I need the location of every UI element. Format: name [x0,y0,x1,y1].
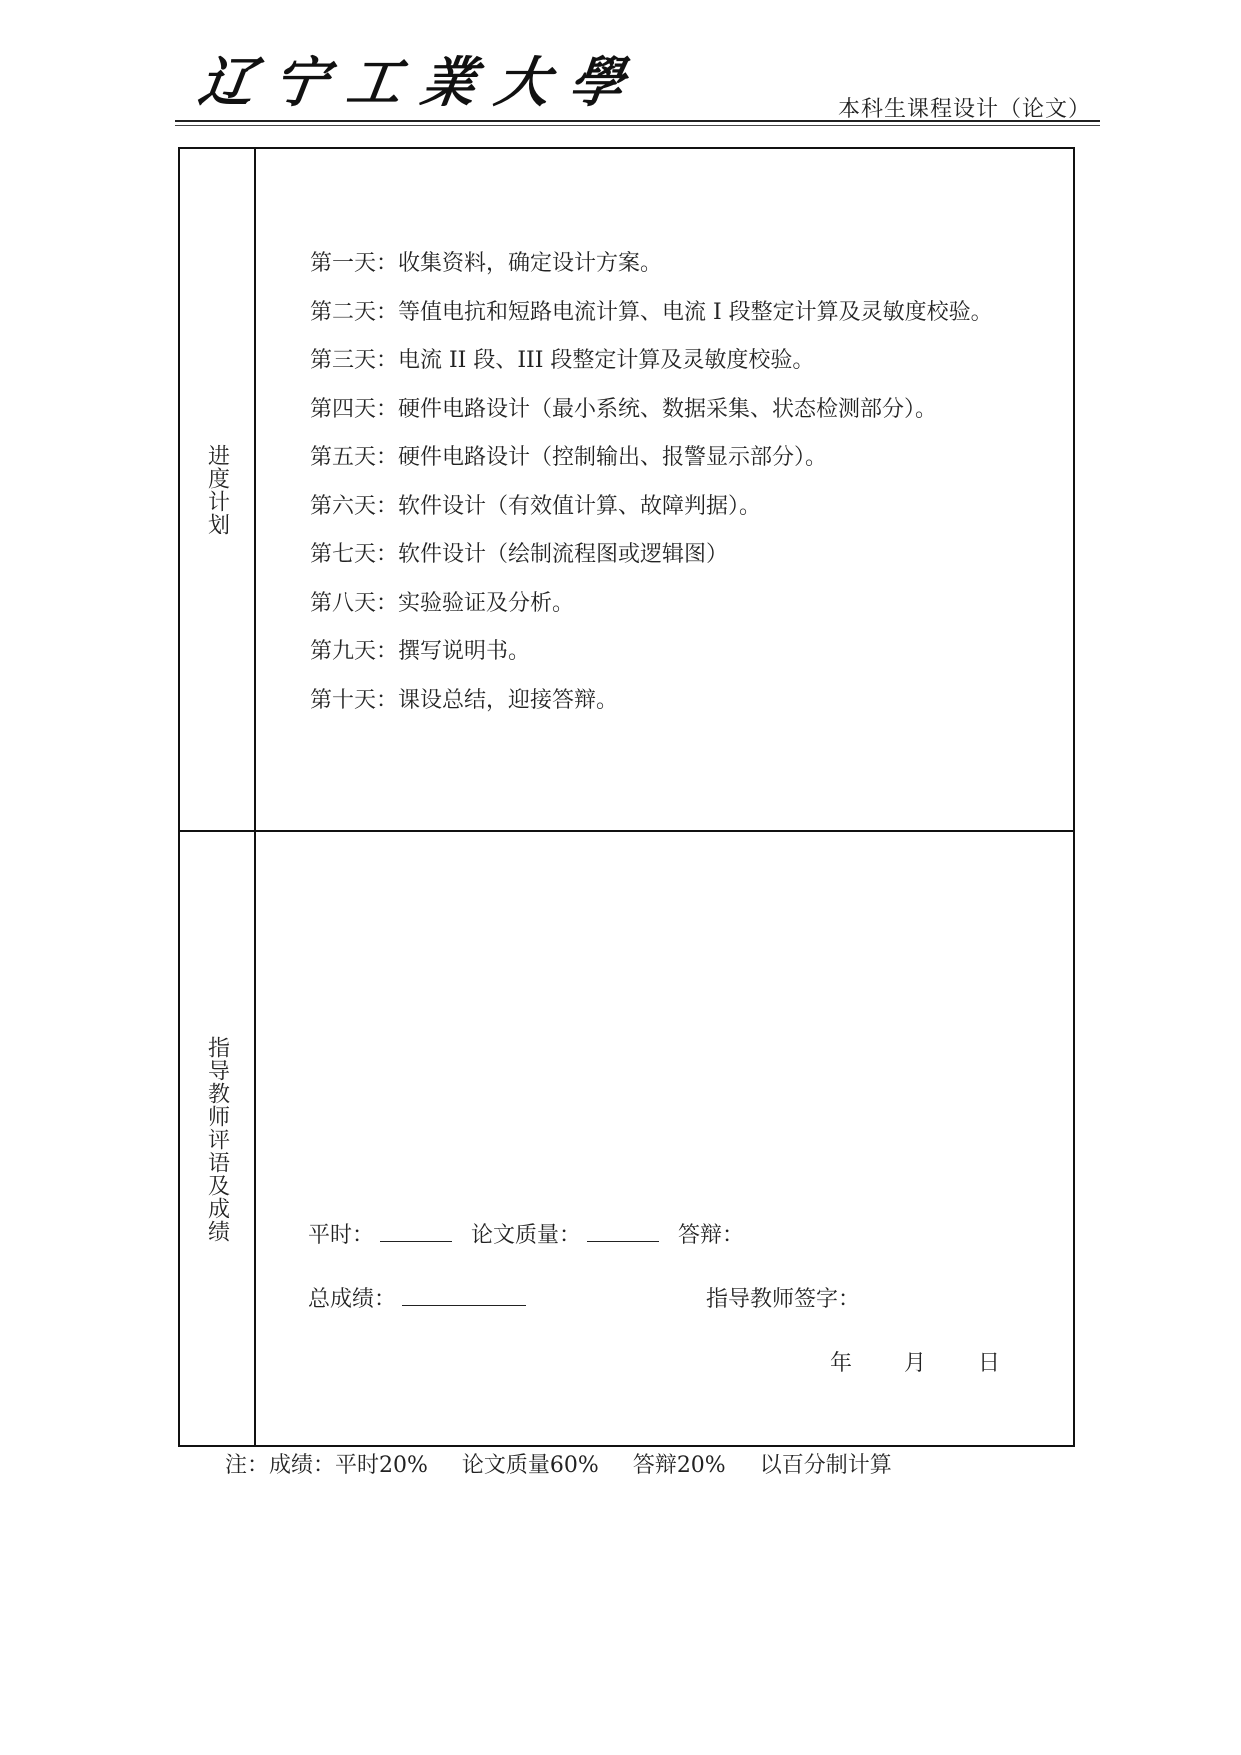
regular-score-field[interactable] [380,1221,452,1242]
score-line-components [308,1218,744,1249]
document-type-header: 本科生课程设计（论文） [837,97,1091,122]
note-scale: 以百分制计算 [759,1453,892,1478]
schedule-section-label [180,149,254,830]
total-score-label: 总成绩： [308,1287,397,1312]
schedule-list [310,240,993,725]
schedule-item: 第五天：硬件电路设计（控制输出、报警显示部分）。 [310,445,828,470]
row-divider [180,830,1073,832]
schedule-item: 第六天：软件设计（有效值计算、故障判据）。 [310,493,762,519]
schedule-section-label-text: 进度计划 [204,443,230,536]
date-day-label: 日 [978,1351,1001,1376]
header-rule [175,120,1100,122]
university-logo: 辽宁工業大學 [195,50,649,114]
teacher-signature-label: 指导教师签字： [706,1287,861,1312]
date-month-label: 月 [904,1351,927,1376]
date-year-label: 年 [830,1351,853,1376]
regular-score-label: 平时： [308,1223,375,1248]
schedule-item: 第十天：课设总结，迎接答辩。 [310,687,619,713]
schedule-item: 第三天：电流 II 段、III 段整定计算及灵敏度校验。 [310,348,815,373]
score-line-total [308,1282,532,1313]
note-paper-weight: 论文质量60% [461,1453,599,1478]
defense-score-label: 答辩： [678,1223,745,1248]
header-rule-thin [175,125,1100,126]
comments-section-label-text: 指导教师评语及成绩 [204,1036,230,1243]
schedule-item: 第七天：软件设计（绘制流程图或逻辑图） [310,542,729,567]
paper-quality-label: 论文质量： [471,1223,582,1248]
column-divider [254,149,256,1445]
paper-quality-field[interactable] [587,1221,659,1242]
schedule-item: 第九天：撰写说明书。 [310,639,531,664]
schedule-item: 第一天：收集资料，确定设计方案。 [310,251,663,276]
note-defense-weight: 答辩20% [632,1453,726,1478]
total-score-field[interactable] [402,1285,526,1306]
schedule-item: 第四天：硬件电路设计（最小系统、数据采集、状态检测部分）。 [310,396,938,422]
comments-section-label [180,832,254,1447]
date-line [830,1346,1052,1377]
grading-note [225,1448,926,1479]
note-prefix: 注：成绩：平时20% [225,1453,428,1478]
schedule-item: 第八天：实验验证及分析。 [310,590,575,616]
schedule-item: 第二天：等值电抗和短路电流计算、电流 I 段整定计算及灵敏度校验。 [310,299,993,325]
